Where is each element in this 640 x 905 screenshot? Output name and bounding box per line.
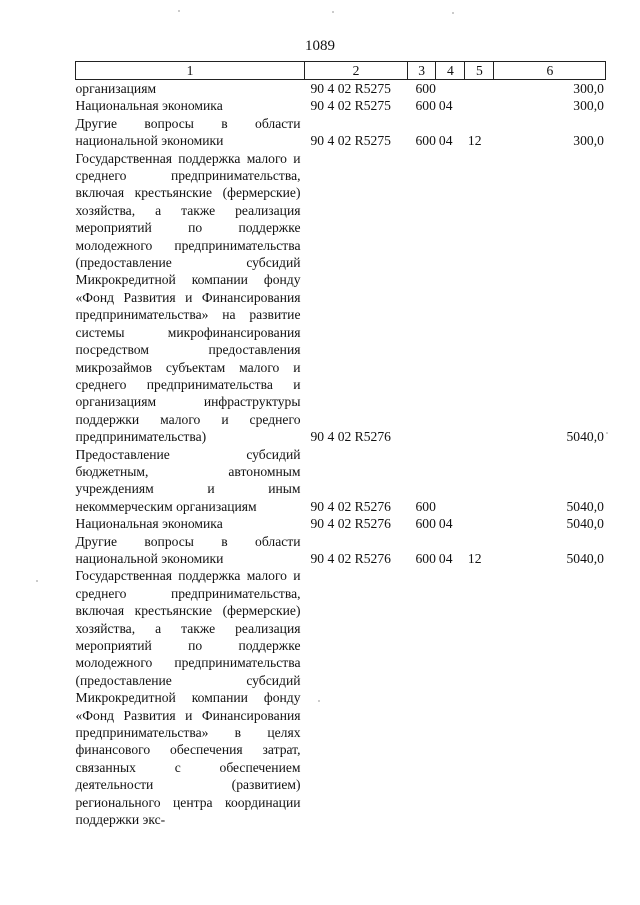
row-subsection: [465, 80, 494, 98]
row-target-code: 90 4 02 R5276: [310, 550, 391, 566]
row-amount: 300,0: [573, 81, 604, 96]
row-expense-type: 600: [415, 98, 436, 114]
row-section: [436, 80, 465, 98]
row-amount: 300,0: [573, 133, 604, 149]
row-section: 04: [438, 98, 453, 114]
row-expense-type: 600: [415, 550, 436, 566]
table-row: [76, 533, 606, 568]
table-header: [76, 62, 606, 80]
row-expense-type: 600: [415, 81, 436, 96]
row-expense-type: [408, 567, 436, 828]
row-name: Государственная поддержка малого и среднего предпринимательства, включая крестьянские (фермерские) хозяйства, а также реализация мероприятий по поддержке молодежного предпринимательства (предоставление субсидий Микрокредитной компании фонду «Фонд Развития и Финансирования предпринимательства» в целях финансового обеспечения затрат, связанных с обеспечением деятельности (развитием) регионального центра координации поддержки экс-: [75, 568, 301, 828]
row-amount: 300,0: [573, 98, 604, 114]
table-row: [76, 567, 606, 828]
row-subsection: 12: [467, 133, 482, 149]
scan-speck: [36, 580, 38, 582]
row-expense-type: [408, 150, 436, 446]
row-section: [436, 150, 465, 446]
scan-speck: [332, 11, 334, 13]
row-subsection: [465, 446, 494, 516]
row-amount: 5040,0: [566, 516, 604, 532]
column-header-4: 4: [436, 62, 465, 80]
row-section: 04: [438, 133, 453, 149]
row-amount: 5040,0: [566, 498, 604, 514]
scan-speck: [178, 10, 180, 12]
row-target-code: 90 4 02 R5276: [310, 498, 391, 514]
column-header-6: 6: [494, 62, 606, 80]
row-expense-type: 600: [415, 516, 436, 532]
row-name: организациям: [75, 81, 157, 96]
row-section: 04: [438, 516, 453, 532]
row-name: Предоставление субсидий бюджетным, автономным учреждениям и иным некоммерческим организациям: [75, 446, 301, 514]
table-row: [76, 80, 606, 98]
table-row: [76, 115, 606, 150]
row-subsection: [465, 97, 494, 114]
row-subsection: [465, 150, 494, 446]
row-subsection: 12: [467, 550, 482, 566]
column-header-1: 1: [76, 62, 305, 80]
table-row: [76, 97, 606, 114]
row-name: Государственная поддержка малого и среднего предпринимательства, включая крестьянские (фермерские) хозяйства, а также реализация мероприятий по поддержке молодежного предпринимательства (предоставление субсидий Микрокредитной компании фонду «Фонд Развития и Финансирования предпринимательства» на развитие системы микрофинансирования посредством предоставления микрозаймов субъектам малого и среднего предпринимательства и организациям инфраструктуры поддержки малого и среднего предпринимательства): [75, 150, 301, 445]
header-row: [76, 62, 606, 80]
row-target-code: 90 4 02 R5276: [310, 429, 391, 445]
row-target-code: 90 4 02 R5275: [310, 133, 391, 149]
table-body: [76, 80, 606, 829]
row-name: Национальная экономика: [75, 516, 223, 532]
row-subsection: [465, 567, 494, 828]
page-number: 1089: [305, 38, 335, 54]
row-target-code: [305, 567, 408, 828]
row-amount: 5040,0: [566, 429, 604, 445]
row-target-code: 90 4 02 R5275: [310, 81, 391, 96]
table-row: [76, 446, 606, 516]
row-section: [436, 446, 465, 516]
row-expense-type: 600: [415, 498, 436, 514]
row-section: [436, 567, 465, 828]
row-name: Другие вопросы в области национальной экономики: [75, 533, 301, 566]
scan-speck: [318, 700, 320, 702]
row-name: Национальная экономика: [75, 98, 223, 114]
row-target-code: 90 4 02 R5276: [310, 516, 391, 532]
column-header-2: 2: [305, 62, 408, 80]
column-header-3: 3: [408, 62, 436, 80]
row-section: 04: [438, 550, 453, 566]
row-name: Другие вопросы в области национальной экономики: [75, 115, 301, 149]
row-subsection: [465, 515, 494, 532]
scan-speck: [606, 432, 608, 434]
table-row: [76, 150, 606, 446]
row-amount: 5040,0: [566, 550, 604, 566]
row-expense-type: 600: [415, 133, 436, 149]
scan-speck: [452, 12, 454, 14]
table-row: [76, 515, 606, 532]
row-target-code: 90 4 02 R5275: [310, 98, 391, 114]
row-amount: [494, 567, 606, 828]
budget-table: [75, 61, 606, 828]
column-header-5: 5: [465, 62, 494, 80]
